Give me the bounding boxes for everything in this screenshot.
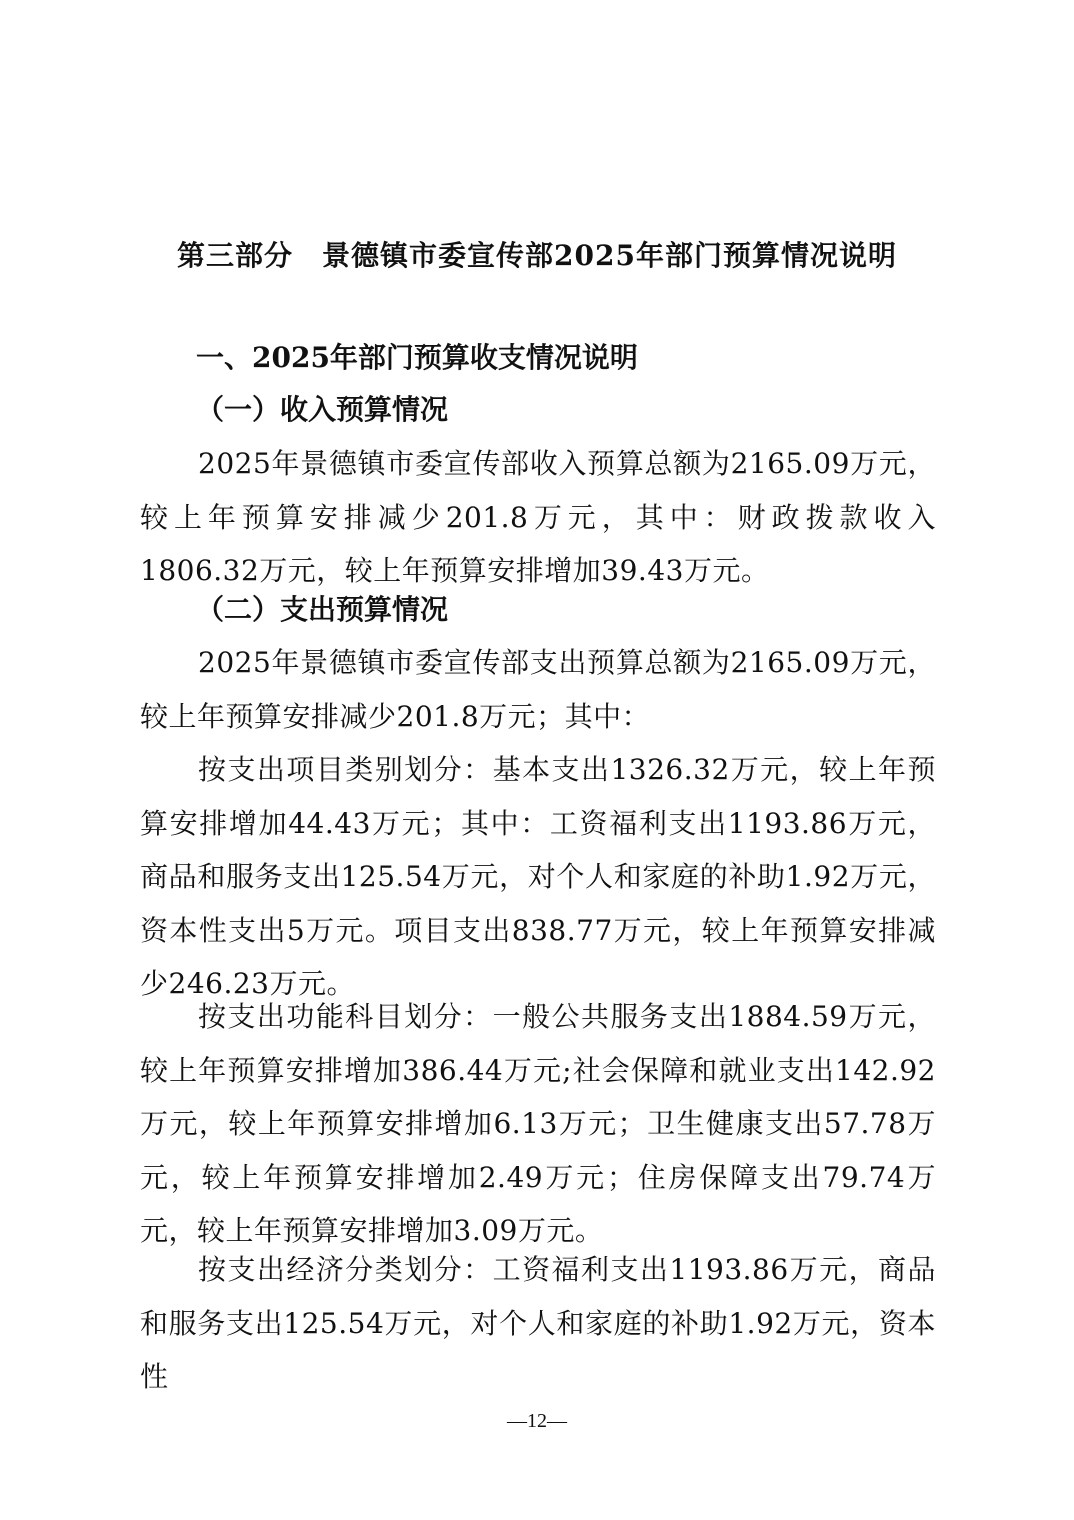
- section-heading: 一、2025年部门预算收支情况说明: [196, 341, 638, 374]
- paragraph-income-budget: 2025年景德镇市委宣传部收入预算总额为2165.09万元，较上年预算安排减少201.8万元，其中：财政拨款收入1806.32万元，较上年预算安排增加39.43万元。: [140, 447, 936, 587]
- page-title: 第三部分 景德镇市委宣传部2025年部门预算情况说明: [177, 239, 897, 272]
- page-number: —12—: [507, 1410, 567, 1432]
- subsection-heading-expenditure: （二）支出预算情况: [196, 593, 449, 626]
- paragraph-expenditure-by-function: 按支出功能科目划分：一般公共服务支出1884.59万元，较上年预算安排增加386.44万元;社会保障和就业支出142.92万元，较上年预算安排增加6.13万元；卫生健康支出57.78万元，较上年预算安排增加2.49万元；住房保障支出79.74万元，较上年预算安排增加3.09万元。: [140, 1000, 936, 1247]
- subsection-heading-income: （一）收入预算情况: [196, 393, 449, 426]
- paragraph-expenditure-total: 2025年景德镇市委宣传部支出预算总额为2165.09万元，较上年预算安排减少201.8万元；其中：: [140, 646, 936, 733]
- paragraph-expenditure-by-category: 按支出项目类别划分：基本支出1326.32万元，较上年预算安排增加44.43万元；其中：工资福利支出1193.86万元，商品和服务支出125.54万元，对个人和家庭的补助1.92万元，资本性支出5万元。项目支出838.77万元，较上年预算安排减少246.23万元。: [140, 753, 936, 1000]
- paragraph-expenditure-by-economic-class: 按支出经济分类划分：工资福利支出1193.86万元，商品和服务支出125.54万元，对个人和家庭的补助1.92万元，资本性: [140, 1253, 936, 1393]
